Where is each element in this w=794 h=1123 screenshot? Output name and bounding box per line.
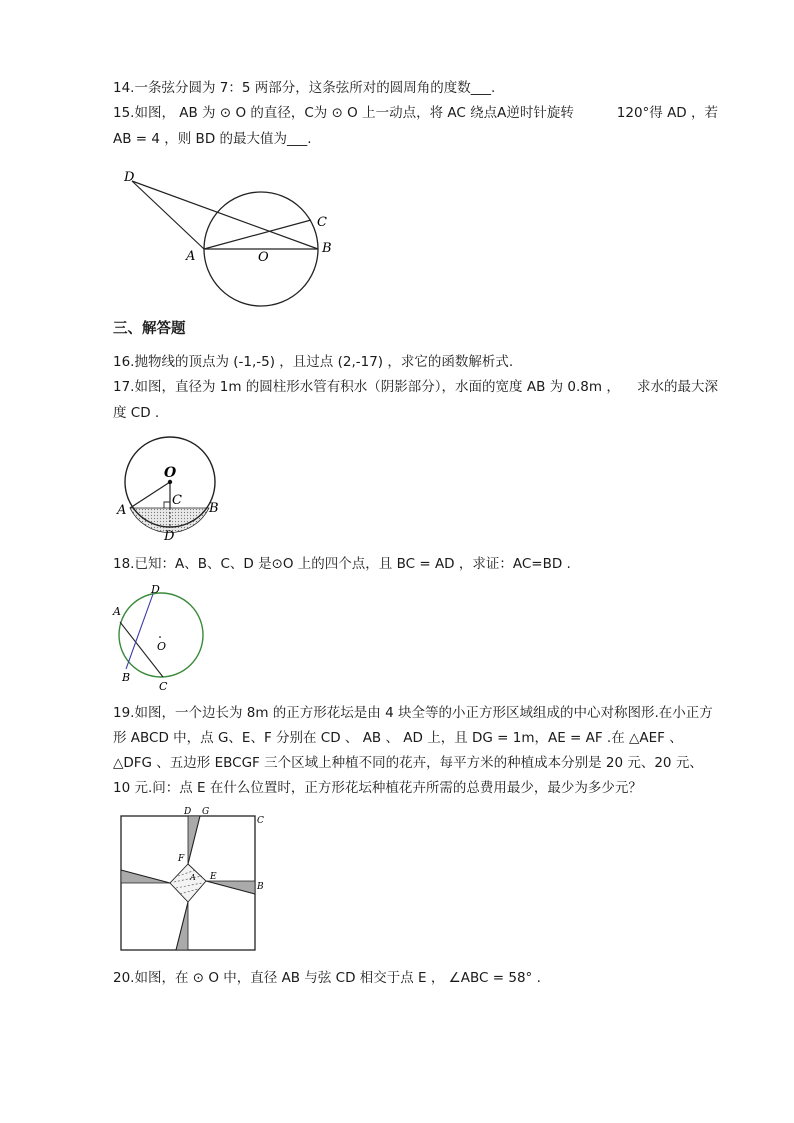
q19-label-d: D: [184, 807, 192, 817]
q15-label-o: O: [258, 250, 269, 265]
q18-chord-bd: [126, 594, 153, 669]
section-3-title: 三、解答题: [113, 321, 186, 337]
figure-q17: [114, 430, 226, 545]
q17-label-a: A: [117, 503, 127, 518]
q15-label-b: B: [322, 241, 332, 256]
q15-label-a: A: [186, 249, 196, 264]
q19-label-b: B: [257, 882, 264, 892]
question-15-line-1: [113, 104, 718, 122]
q18-circle: [119, 593, 203, 677]
question-17-line-2: 度 CD .: [113, 405, 160, 421]
q15-segment-ac: [204, 220, 311, 249]
figure-q19: [118, 806, 268, 954]
q17-label-o: O: [164, 465, 177, 481]
question-15-line-2: AB = 4 ，则 BD 的最大值为___.: [113, 131, 312, 147]
q17-label-b: B: [209, 501, 219, 516]
q19-label-f: F: [178, 854, 185, 864]
q18-label-c: C: [159, 680, 168, 693]
question-18: 18.已知：A、B、C、D 是⊙O 上的四个点，且 BC = AD ，求证：AC=BD .: [113, 556, 571, 572]
q19-label-c: C: [257, 816, 264, 826]
figure-q15: [115, 162, 340, 307]
question-15-line-1-b: 120°得 AD ，若: [616, 105, 718, 121]
q17-right-angle-mark: [164, 502, 170, 508]
q17-label-c: C: [172, 493, 182, 508]
q18-label-d: D: [151, 583, 160, 596]
q15-segment-bd: [132, 181, 318, 249]
q17-label-d: D: [164, 529, 175, 544]
question-19-line-4: 10 元.问：点 E 在什么位置时，正方形花坛种植花卉所需的总费用最少，最少为多少元？: [113, 780, 642, 796]
question-17-line-1-a: 17.如图，直径为 1m 的圆柱形水管有积水（阴影部分），水面的宽度 AB 为 0.8m ，: [113, 379, 620, 395]
q18-label-a: A: [113, 605, 121, 618]
q15-label-c: C: [317, 215, 327, 230]
q18-label-b: B: [122, 671, 131, 684]
question-20: 20.如图，在 ⊙ O 中，直径 AB 与弦 CD 相交于点 E ， ∠ABC = 58° .: [113, 970, 541, 986]
q15-label-d: D: [124, 170, 135, 185]
q15-segment-ad: [132, 181, 204, 249]
q18-label-o: O: [157, 640, 167, 653]
question-19-line-2: 形 ABCD 中，点 G、E、F 分别在 CD 、 AB 、 AD 上，且 DG = 1m，AE = AF .在 △AEF 、: [113, 730, 683, 746]
question-14: 14.一条弦分圆为 7：5 两部分，这条弦所对的圆周角的度数___.: [113, 80, 496, 96]
figure-q18: [112, 582, 212, 694]
question-19-line-1: 19.如图，一个边长为 8m 的正方形花坛是由 4 块全等的小正方形区域组成的中心对称图形.在小正方: [113, 705, 713, 721]
question-16: 16.抛物线的顶点为 (-1,-5) ，且过点 (2,-17) ，求它的函数解析式.: [113, 354, 514, 370]
question-15-line-1-a: 15.如图， AB 为 ⊙ O 的直径，C为 ⊙ O 上一动点，将 AC 绕点A逆时针旋转: [113, 105, 574, 121]
question-19-line-3: △DFG 、五边形 EBCGF 三个区域上种植不同的花卉，每平方米的种植成本分别是 20 元、20 元、: [113, 755, 703, 771]
question-17-line-1-b: 求水的最大深: [637, 379, 718, 395]
q19-label-e: E: [210, 872, 217, 882]
q19-label-g: G: [202, 807, 210, 817]
q19-label-a: A: [190, 873, 196, 882]
q18-center-dot: [159, 636, 161, 638]
question-17-line-1: [113, 378, 718, 396]
